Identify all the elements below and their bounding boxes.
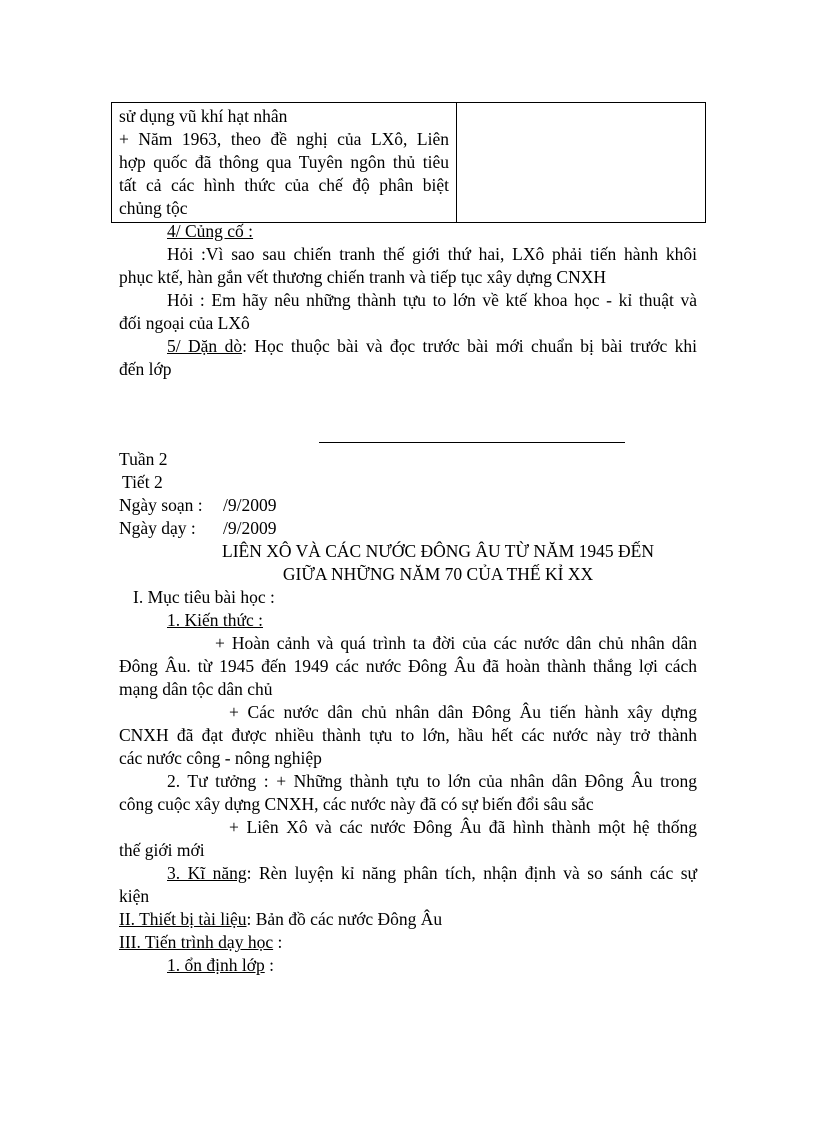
equipment-text: : Bản đồ các nước Đông Âu [246,909,443,929]
week-label: Tuần 2 [119,449,168,469]
homework-line [119,335,697,358]
table-row [112,103,706,223]
skill-heading: 3. Kĩ năng [167,863,247,883]
table-cell-line: tất cả các hình thức của chế độ phân biệt [119,175,449,195]
homework-text: : Học thuộc bài và đọc trước bài mới chuẩn bị bài trước khi [242,336,697,356]
ideology-point-2: + Liên Xô và các nước Đông Âu đã hình thành một hệ thống [229,817,697,837]
knowledge-point-1: + Hoàn cảnh và quá trình ta đời của các nước dân chủ nhân dân [215,633,697,653]
skill-text-cont: kiện [119,886,150,906]
review-question-2: Hỏi : Em hãy nêu những thành tựu to lớn về ktế khoa học - kỉ thuật và [167,290,697,310]
teach-date: Ngày dạy : /9/2009 [119,518,277,538]
review-question-1: Hỏi :Vì sao sau chiến tranh thế giới thứ hai, LXô phải tiến hành khôi [167,244,697,264]
process-heading: III. Tiến trình dạy học : [119,932,283,952]
knowledge-heading: 1. Kiến thức : [167,610,263,630]
skill-line [119,862,697,885]
continuation-table [111,102,706,223]
equipment-line [119,908,697,931]
review-section [119,220,697,381]
ideology-point-1: 2. Tư tưởng : + Những thành tựu to lớn của nhân dân Đông Âu trong [167,771,697,791]
process-step-1: 1. ổn định lớp : [167,955,274,975]
lesson-title-line-1: LIÊN XÔ VÀ CÁC NƯỚC ĐÔNG ÂU TỪ NĂM 1945 ĐẾN [222,541,654,561]
homework-text-cont: đến lớp [119,359,172,379]
period-label: Tiết 2 [122,472,163,492]
review-question-2-cont: đối ngoại của LXô [119,313,250,333]
section-divider [319,442,625,443]
knowledge-point-2-cont: các nước công - nông nghiệp [119,748,322,768]
table-cell-left [112,103,457,223]
prep-date: Ngày soạn : /9/2009 [119,495,277,515]
knowledge-point-2: + Các nước dân chủ nhân dân Đông Âu tiến hành xây dựng [229,702,697,722]
review-question-1-cont: phục ktế, hàn gắn vết thương chiến tranh và tiếp tục xây dựng CNXH [119,267,606,287]
lesson-title-line-2: GIỮA NHỮNG NĂM 70 CỦA THẾ KỈ XX [282,564,594,584]
ideology-point-1-cont: công cuộc xây dựng CNXH, các nước này đã có sự biến đổi sâu sắc [119,794,594,814]
ideology-point-2-cont: thế giới mới [119,840,205,860]
table-cell-line: hợp quốc đã thông qua Tuyên ngôn thủ tiêu [119,152,449,172]
knowledge-point-2-cont: CNXH đã đạt được nhiều thành tựu to lớn, hầu hết các nước này trở thành [119,725,697,745]
objectives-heading: I. Mục tiêu bài học : [133,587,275,607]
knowledge-point-1-cont: Đông Âu. từ 1945 đến 1949 các nước Đông Âu đã hoàn thành thắng lợi cách [119,656,697,676]
table-cell-line: + Năm 1963, theo đề nghị của LXô, Liên [119,129,449,149]
objectives-section [119,586,697,977]
review-heading: 4/ Củng cố : [167,221,254,241]
skill-text: : Rèn luyện kỉ năng phân tích, nhận định và so sánh các sự [246,863,697,883]
homework-label: 5/ Dặn dò [167,336,243,356]
equipment-heading: II. Thiết bị tài liệu [119,909,247,929]
table-cell-line: chủng tộc [119,198,188,218]
table-cell-right [457,103,706,223]
table-cell-line: sử dụng vũ khí hạt nhân [119,106,288,126]
knowledge-point-1-cont: mạng dân tộc dân chủ [119,679,273,699]
lesson-header [119,448,697,586]
